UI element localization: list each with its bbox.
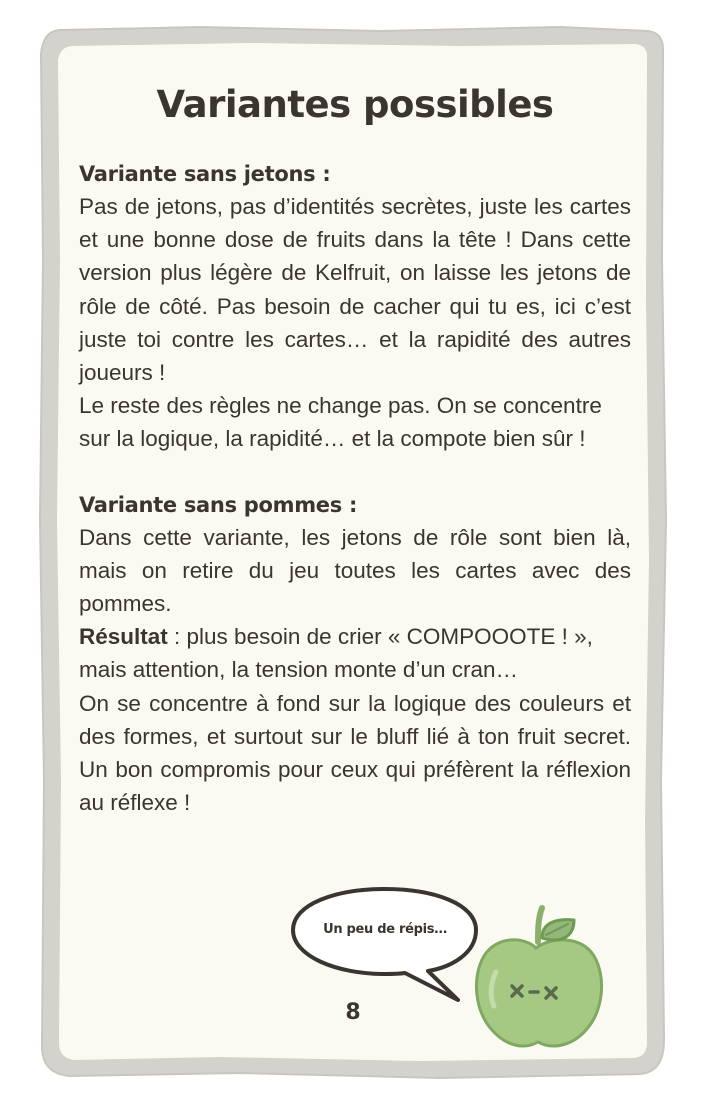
section-heading: Variante sans pommes : — [79, 492, 358, 517]
section-paragraph: Pas de jetons, pas d’identités secrètes, juste les cartes et une bonne dose de fruits dans la tête ! Dans cette version plus légère de Kelfruit, on laisse les jetons de rôle de côté. Pas besoin de cacher qui tu es, ici c’est juste toi contre les cartes… et la rapidité des autres joueurs ! — [79, 194, 631, 386]
result-text: : plus besoin de crier « COMPOOOTE ! », mais attention, la tension monte d’un cran… — [79, 624, 593, 683]
section-paragraph: On se concentre à fond sur la logique des couleurs et des formes, et surtout sur le bluff lié à ton fruit secret. Un bon compromis pour ceux qui préfèrent la réflexion au réflexe ! — [79, 690, 631, 816]
section-no-apples — [79, 489, 631, 820]
section-heading: Variante sans jetons : — [79, 162, 331, 186]
tired-apple-icon — [468, 902, 608, 1052]
section-paragraph: Dans cette variante, les jetons de rôle sont bien là, mais on retire du jeu toutes les cartes avec des pommes. — [79, 524, 631, 617]
page-title: Variantes possibles — [156, 83, 554, 126]
result-label: Résultat — [79, 624, 168, 650]
page-content — [79, 80, 631, 819]
result-paragraph — [79, 620, 631, 686]
speech-bubble-text: Un peu de répis… — [323, 922, 447, 937]
page-number: 8 — [345, 1000, 361, 1025]
section-paragraph: Le reste des règles ne change pas. On se concentre sur la logique, la rapidité… et la compote bien sûr ! — [79, 393, 602, 452]
section-no-tokens — [79, 158, 631, 456]
